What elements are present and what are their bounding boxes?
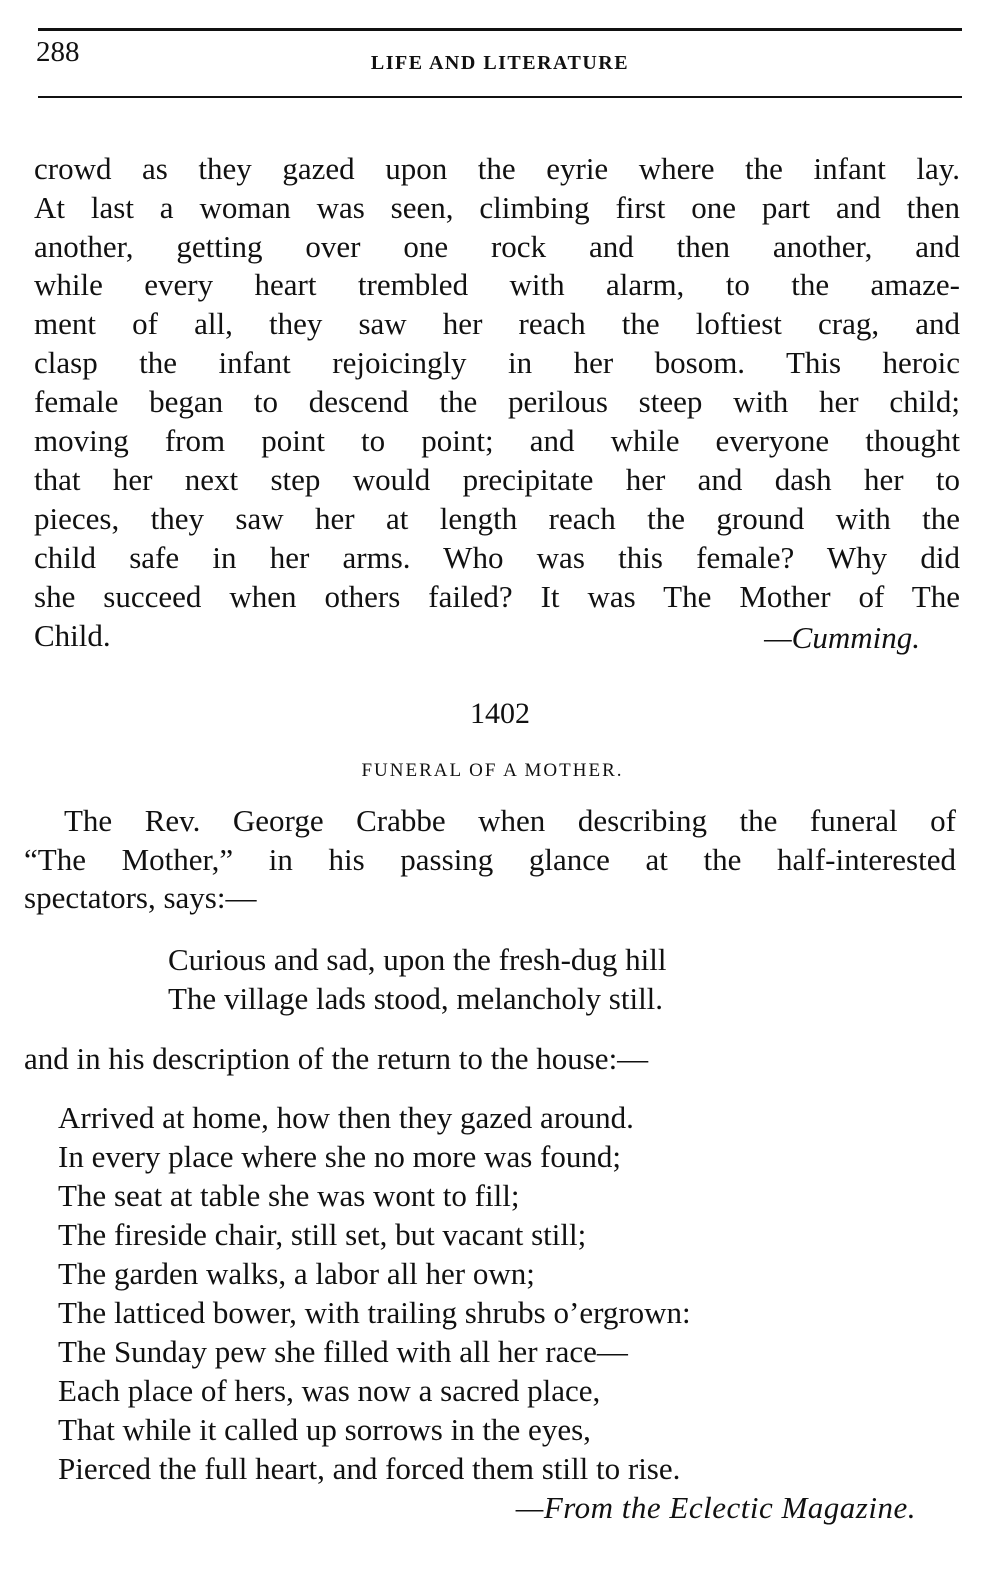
passage-line: crowd as they gazed upon the eyrie where the infant lay.: [34, 151, 960, 186]
bridge-text: and in his description of the return to the house:—: [24, 1041, 649, 1076]
entry-number: 1402: [470, 697, 530, 730]
verse-line: The latticed bower, with trailing shrubs o’ergrown:: [58, 1295, 691, 1330]
verse-line: Pierced the full heart, and forced them still to rise.: [58, 1451, 681, 1486]
passage-line: child safe in her arms. Who was this female? Why did: [34, 540, 960, 575]
verse-line: The seat at table she was wont to fill;: [58, 1178, 520, 1213]
passage-line: that her next step would precipitate her and dash her to: [34, 462, 960, 497]
passage-line: ment of all, they saw her reach the loftiest crag, and: [34, 306, 960, 341]
passage-line: clasp the infant rejoicingly in her bosom. This heroic: [34, 345, 960, 380]
verse-line: Arrived at home, how then they gazed around.: [58, 1100, 634, 1135]
passage-line: female began to descend the perilous steep with her child;: [34, 384, 960, 419]
passage-line: she succeed when others failed? It was The Mother of The: [34, 579, 960, 614]
running-head: LIFE AND LITERATURE: [370, 52, 630, 74]
passage-line: moving from point to point; and while everyone thought: [34, 423, 960, 458]
entry-title: FUNERAL OF A MOTHER.: [361, 760, 624, 781]
passage-line: another, getting over one rock and then another, and: [34, 229, 960, 264]
intro-line: spectators, says:—: [24, 880, 257, 915]
passage-line: At last a woman was seen, climbing first one part and then: [34, 190, 960, 225]
passage-line: Child.: [34, 618, 111, 653]
intro-line: The Rev. George Crabbe when describing the funeral of: [64, 803, 956, 838]
verse-line: The Sunday pew she filled with all her race—: [58, 1334, 628, 1369]
passage-line: while every heart trembled with alarm, to the amaze-: [34, 267, 960, 302]
verse-line: The garden walks, a labor all her own;: [58, 1256, 535, 1291]
page-number: 288: [36, 36, 80, 68]
header-rule-bottom: [38, 96, 962, 98]
attribution-cumming: —Cumming.: [764, 620, 920, 655]
verse-line: Each place of hers, was now a sacred place,: [58, 1373, 601, 1408]
intro-line: “The Mother,” in his passing glance at the half-interested: [24, 842, 956, 877]
attribution-eclectic-magazine: —From the Eclectic Magazine.: [515, 1490, 916, 1525]
passage-line: pieces, they saw her at length reach the ground with the: [34, 501, 960, 536]
header-rule-top: [38, 28, 962, 31]
verse-line: The village lads stood, melancholy still.: [168, 981, 664, 1016]
verse-line: That while it called up sorrows in the eyes,: [58, 1412, 591, 1447]
verse-line: In every place where she no more was found;: [58, 1139, 621, 1174]
verse-line: The fireside chair, still set, but vacant still;: [58, 1217, 587, 1252]
verse-line: Curious and sad, upon the fresh-dug hill: [168, 942, 667, 977]
